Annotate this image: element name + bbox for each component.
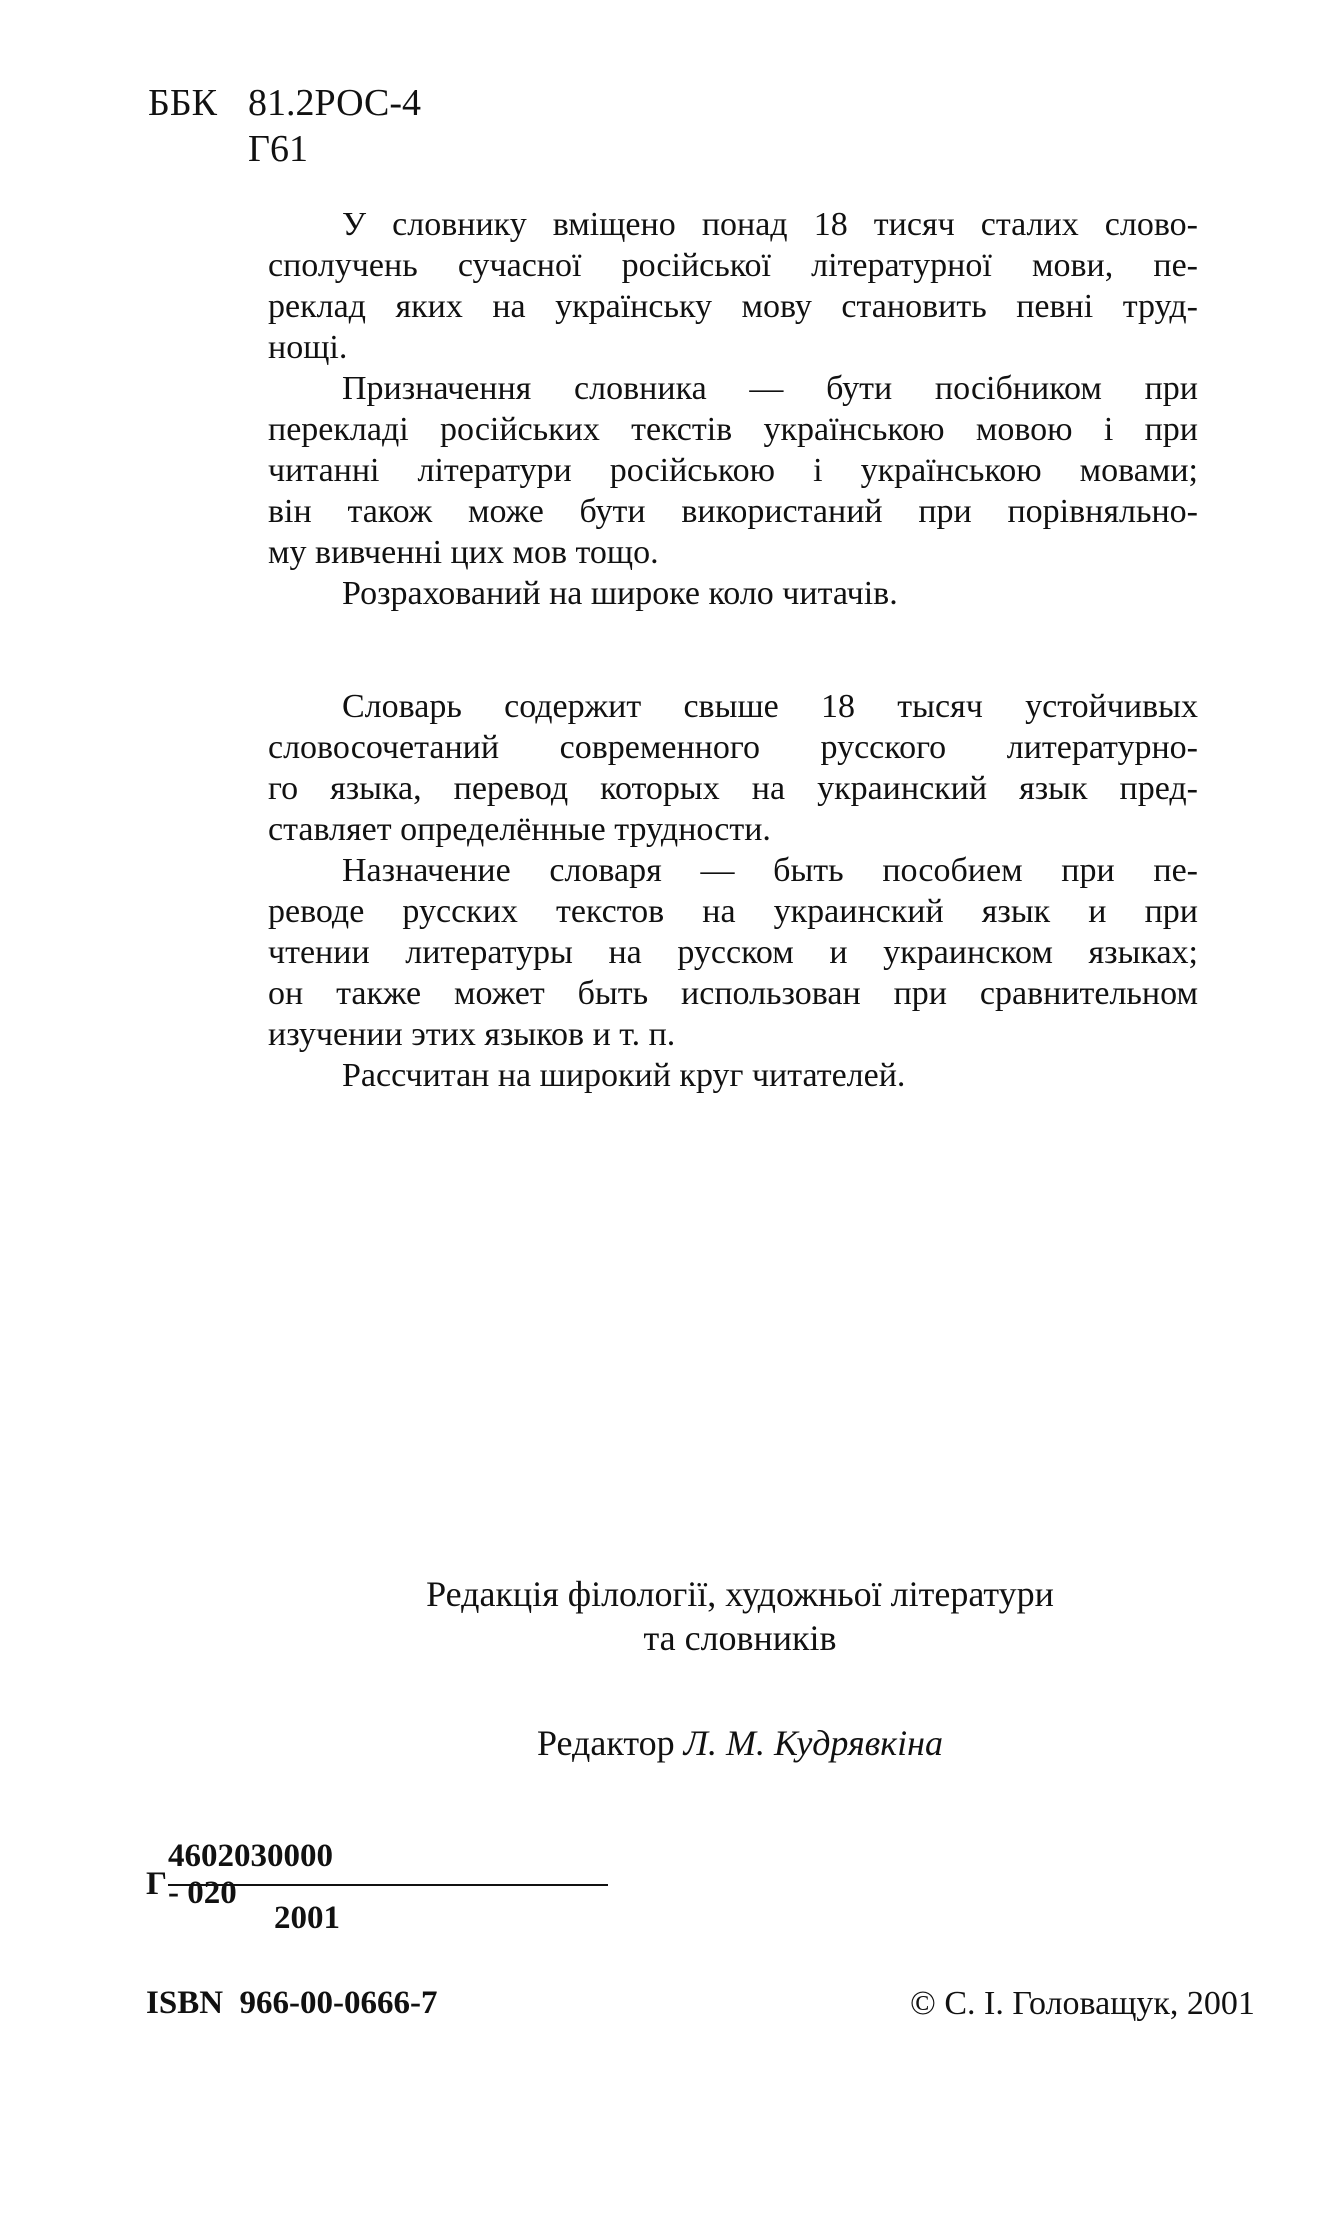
text-line: ставляет определённые трудности. [268, 811, 771, 848]
text-line: він також може бути використаний при порівняльно- [268, 493, 1198, 530]
editor-name: Л. М. Кудрявкіна [683, 1723, 944, 1763]
text-line: реклад яких на українську мову становить певні труд- [268, 288, 1198, 325]
copyright: © С. І. Головащук, 2001 [910, 1985, 1255, 2022]
fraction-bar [168, 1884, 608, 1886]
isbn: ISBN 966-00-0666-7 [146, 1985, 438, 2021]
text-line: Назначение словаря — быть пособием при пе- [342, 852, 1198, 889]
text-line: му вивченні цих мов тощо. [268, 534, 659, 571]
text-line: Призначення словника — бути посібником при [342, 370, 1198, 407]
text-line: он также может быть использован при сравнительном [268, 975, 1198, 1012]
text-line: сполучень сучасної російської літературної мови, пе- [268, 247, 1198, 284]
classification-denominator: 2001 [274, 1900, 340, 1936]
bbk-code: 81.2РОС-4 [248, 82, 422, 124]
classification-numerator: 4602030000 - 020 [168, 1838, 333, 1911]
text-line: нощі. [268, 329, 348, 366]
classification-letter: Г [146, 1866, 167, 1902]
text-line: У словнику вміщено понад 18 тисяч сталих слово- [342, 206, 1198, 243]
bbk-block [148, 80, 421, 172]
text-line: перекладі російських текстів українською мовою і при [268, 411, 1198, 448]
text-line: словосочетаний современного русского литературно- [268, 729, 1198, 766]
text-line: го языка, перевод которых на украинский язык пред- [268, 770, 1198, 807]
russian-annotation [268, 686, 1198, 1096]
text-line: Рассчитан на широкий круг читателей. [342, 1057, 906, 1094]
text-line: изучении этих языков и т. п. [268, 1016, 676, 1053]
text-line: реводе русских текстов на украинский язык и при [268, 893, 1198, 930]
editor-credit [370, 1722, 1110, 1764]
ukrainian-annotation [268, 204, 1198, 614]
text-line: Розрахований на широке коло читачів. [342, 575, 898, 612]
text-line: читанні літератури російською і українською мовами; [268, 452, 1198, 489]
bbk-label: ББК [148, 82, 217, 124]
editor-label: Редактор [536, 1723, 675, 1763]
editorial-office [370, 1572, 1110, 1660]
editorial-line: та словників [643, 1618, 837, 1658]
text-line: Словарь содержит свыше 18 тысяч устойчивых [342, 688, 1198, 725]
editorial-line: Редакція філології, художньої літератури [426, 1574, 1054, 1614]
text-line: чтении литературы на русском и украинском языках; [268, 934, 1198, 971]
author-mark: Г61 [248, 128, 308, 170]
